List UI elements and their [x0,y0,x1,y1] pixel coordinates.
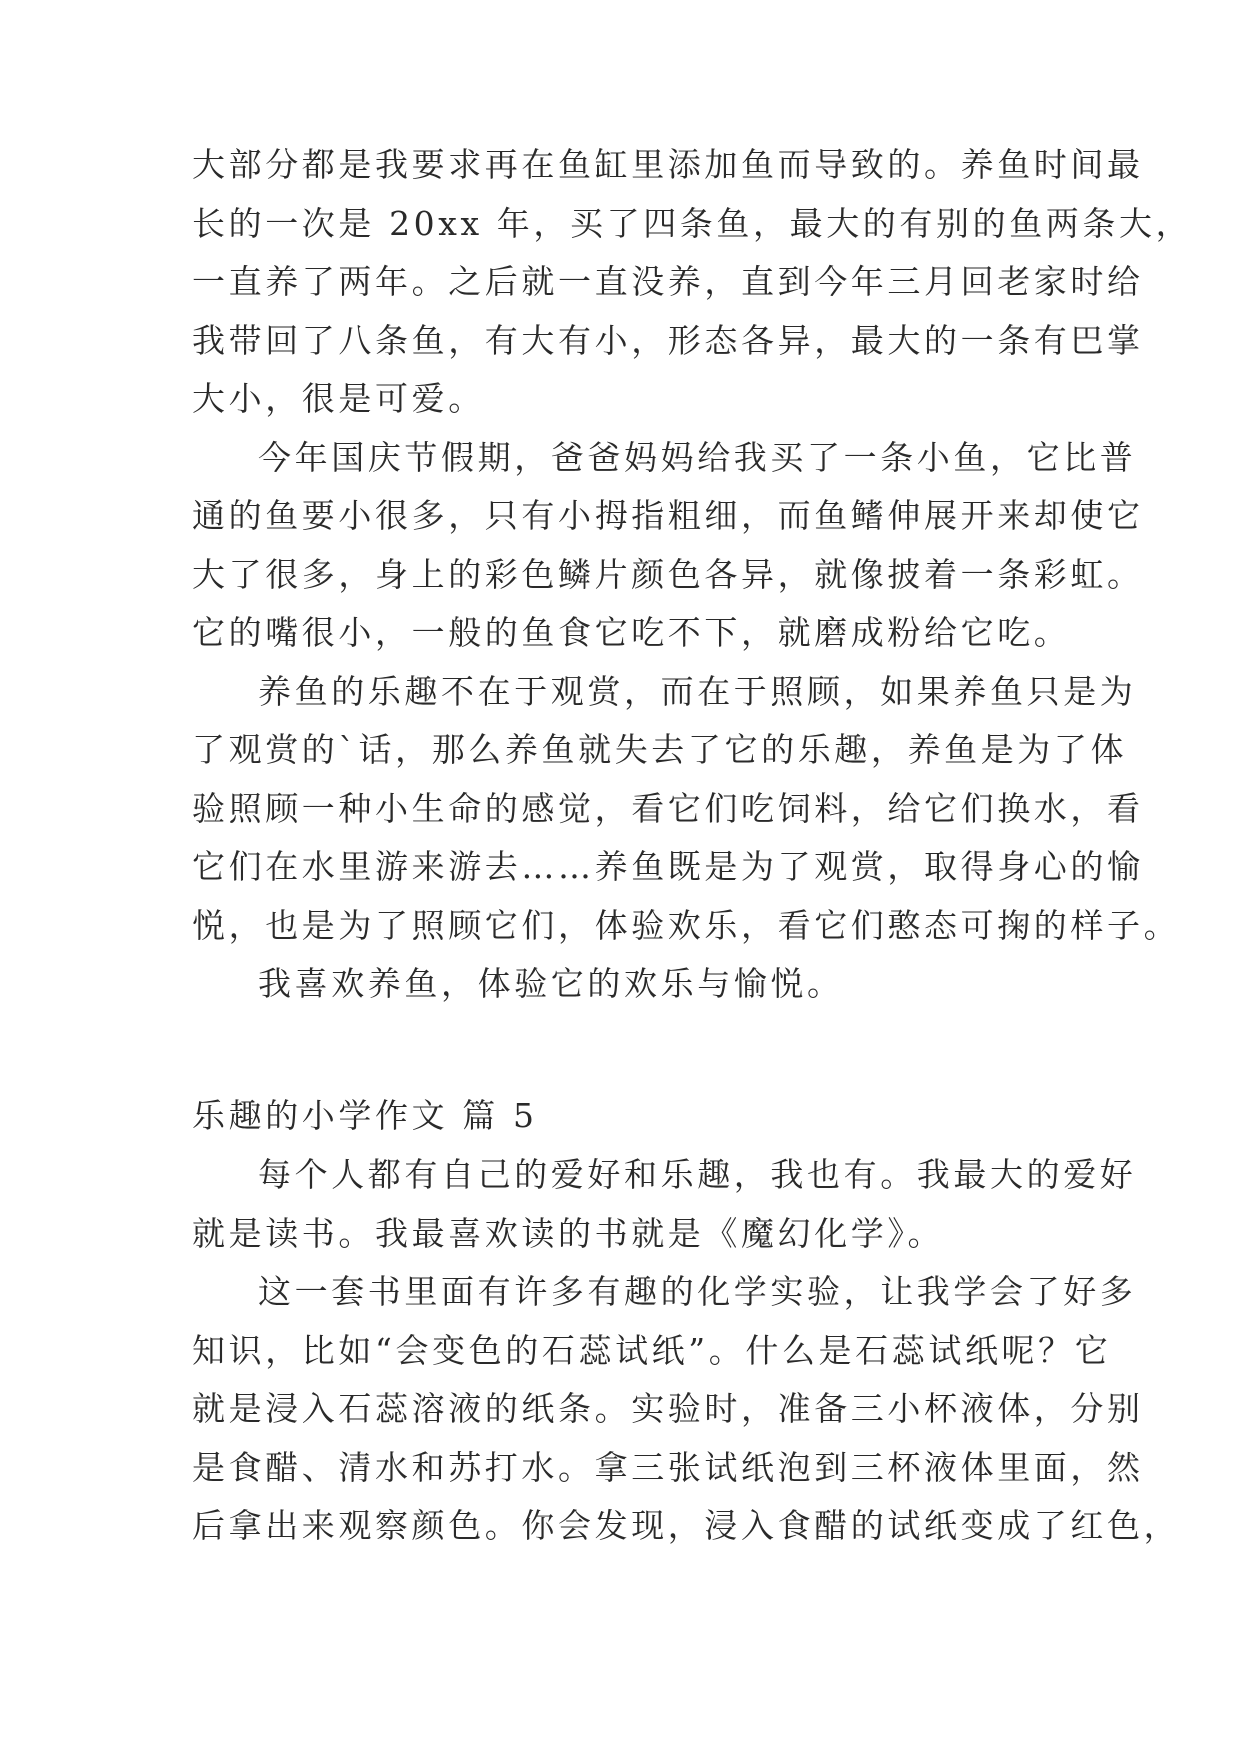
body-text-section-b [192,1146,1181,1556]
text-line: 了观赏的`话，那么养鱼就失去了它的乐趣，养鱼是为了体 [192,730,1128,769]
text-line: 一直养了两年。之后就一直没养，直到今年三月回老家时给 [192,262,1144,301]
text-line: 悦，也是为了照顾它们，体验欢乐，看它们憨态可掬的样子。 [192,905,1181,945]
paragraph-first-line: 这一套书里面有许多有趣的化学实验，让我学会了好多 [258,1272,1137,1311]
text-line: 大部分都是我要求再在鱼缸里添加鱼而导致的。养鱼时间最 [192,145,1144,184]
text-line: 是食醋、清水和苏打水。拿三张试纸泡到三杯液体里面，然 [192,1447,1144,1487]
text-line: 我带回了八条鱼，有大有小，形态各异，最大的一条有巴掌 [192,320,1144,360]
body-text-section-a [192,136,1193,1014]
text-line: 后拿出来观察颜色。你会发现，浸入食醋的试纸变成了红色， [192,1506,1181,1545]
paragraph-first-line: 每个人都有自己的爱好和乐趣，我也有。我最大的爱好 [258,1155,1137,1194]
text-line: 通的鱼要小很多，只有小拇指粗细，而鱼鳍伸展开来却使它 [192,496,1144,535]
text-line: 大了很多，身上的彩色鳞片颜色各异，就像披着一条彩虹。 [192,554,1144,594]
text-line: 知识，比如“会变色的石蕊试纸”。什么是石蕊试纸呢？它 [192,1330,1112,1370]
text-line: 大小，很是可爱。 [192,379,485,418]
paragraph-first-line: 我喜欢养鱼，体验它的欢乐与愉悦。 [258,964,844,1003]
section-heading: 乐趣的小学作文 篇 5 [192,1096,538,1135]
text-line: 验照顾一种小生命的感觉，看它们吃饲料，给它们换水，看 [192,788,1144,828]
text-line: 它的嘴很小，一般的鱼食它吃不下，就磨成粉给它吃。 [192,613,1071,652]
text-line: 就是读书。我最喜欢读的书就是《魔幻化学》。 [192,1213,945,1253]
text-line: 就是浸入石蕊溶液的纸条。实验时，准备三小杯液体，分别 [192,1389,1144,1428]
paragraph-first-line: 养鱼的乐趣不在于观赏，而在于照顾，如果养鱼只是为 [258,671,1137,711]
paragraph-first-line: 今年国庆节假期，爸爸妈妈给我买了一条小鱼，它比普 [258,437,1137,477]
text-line: 长的一次是 20xx 年，买了四条鱼，最大的有别的鱼两条大， [192,203,1193,243]
text-line: 它们在水里游来游去……养鱼既是为了观赏，取得身心的愉 [192,847,1144,886]
